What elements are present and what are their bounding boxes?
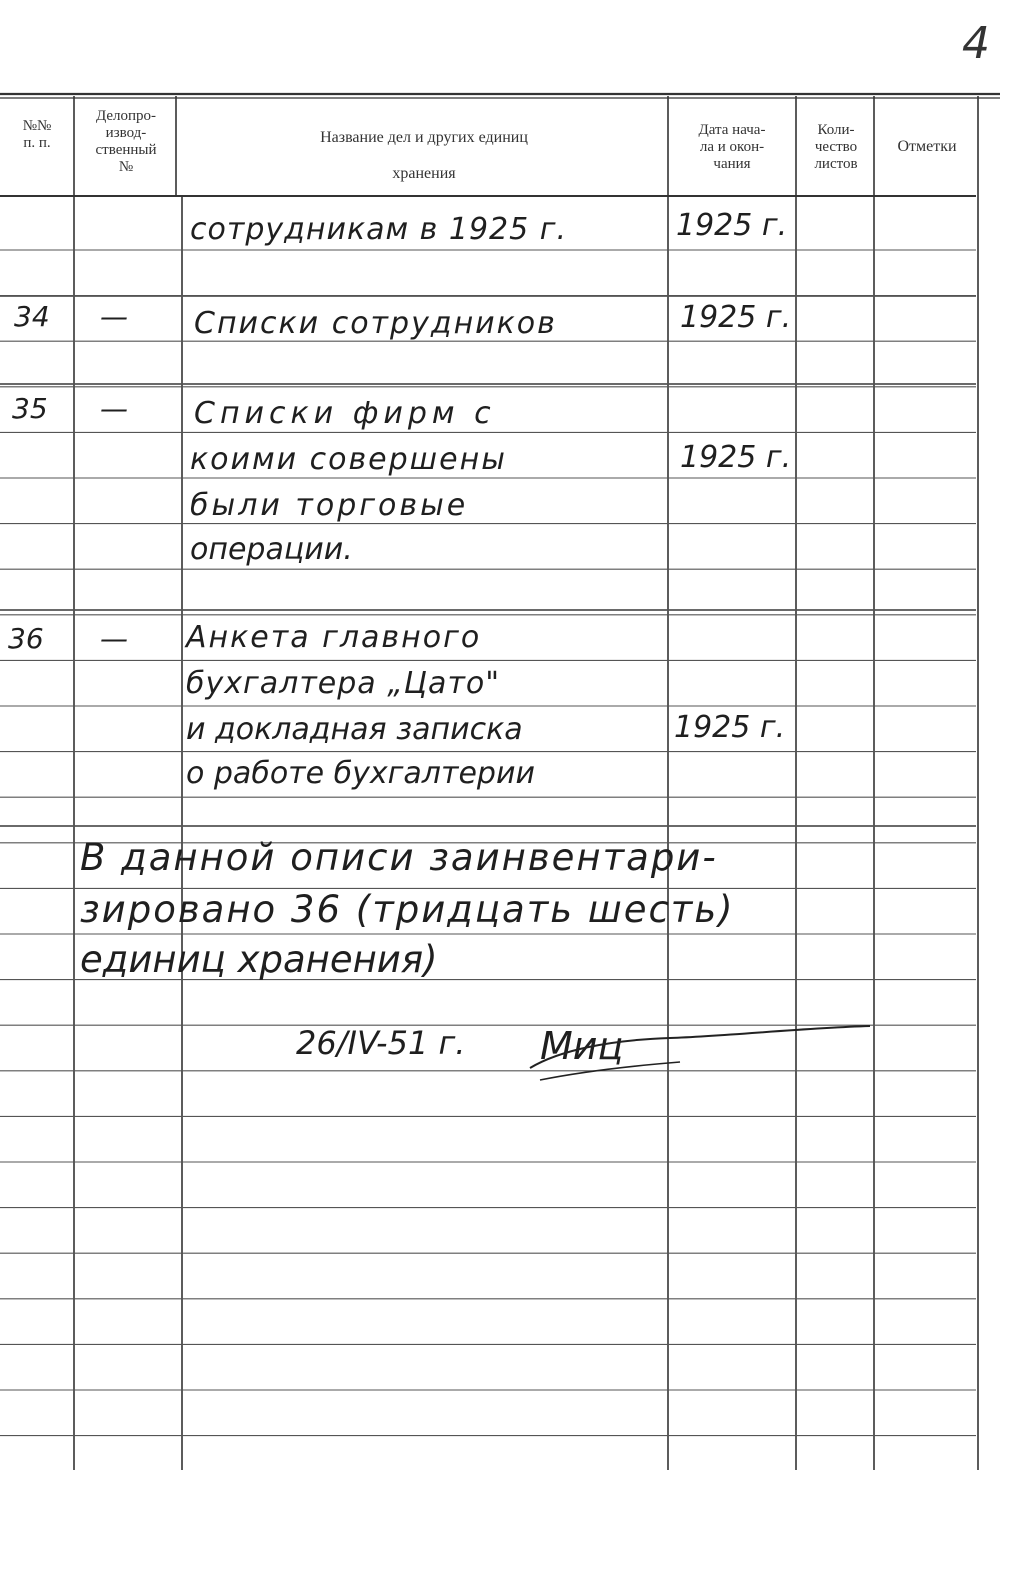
header-notes-label: Отметки [897,138,957,155]
header-sheets [798,122,874,173]
signature-date: 26/IV-51 г. [296,1024,466,1062]
row-date: 1925 г. [680,300,792,335]
row-date: 1925 г. [676,208,788,243]
row-number: 35 [12,392,48,425]
header-num-label: №№ п. п. [22,118,52,151]
row-title-line: и докладная записка [186,712,523,747]
closing-note-line: единиц хранения) [80,938,438,981]
header-notes [876,138,978,155]
row-title-line: операции. [190,532,353,567]
row-date: 1925 г. [674,710,786,745]
row-title-line: сотрудникам в 1925 г. [190,212,568,247]
signature-flourish [520,1010,880,1090]
closing-note-line: зировано 36 (тридцать шесть) [80,888,735,931]
row-number: 36 [8,622,44,655]
header-sheets-label: Коли- чество листов [814,122,858,172]
row-title-line: бухгалтера „Цато" [186,666,501,701]
header-title [184,120,664,192]
page-number: 4 [962,18,990,69]
header-num [2,118,72,152]
row-title-line: Списки фирм с [194,396,496,431]
row-title-line: коими совершены [190,442,507,477]
header-dates [670,122,794,173]
row-date: 1925 г. [680,440,792,475]
row-title-line: Анкета главного [186,620,482,655]
row-title-line: о работе бухгалтерии [186,756,535,791]
closing-note-line: В данной описи заинвентари- [80,836,718,879]
row-case-number: — [100,300,128,333]
header-case-number [76,108,176,176]
header-title-label: Название дел и других единиц хранения [320,129,528,182]
row-number: 34 [14,300,50,333]
row-case-number: — [100,392,128,425]
header-case-number-label: Делопро- извод- ственный № [95,108,157,175]
header-dates-label: Дата нача- ла и окон- чания [698,122,766,172]
row-title-line: были торговые [190,488,469,523]
row-title-line: Списки сотрудников [194,306,557,341]
row-case-number: — [100,622,128,655]
signature: Миц [540,1024,624,1068]
